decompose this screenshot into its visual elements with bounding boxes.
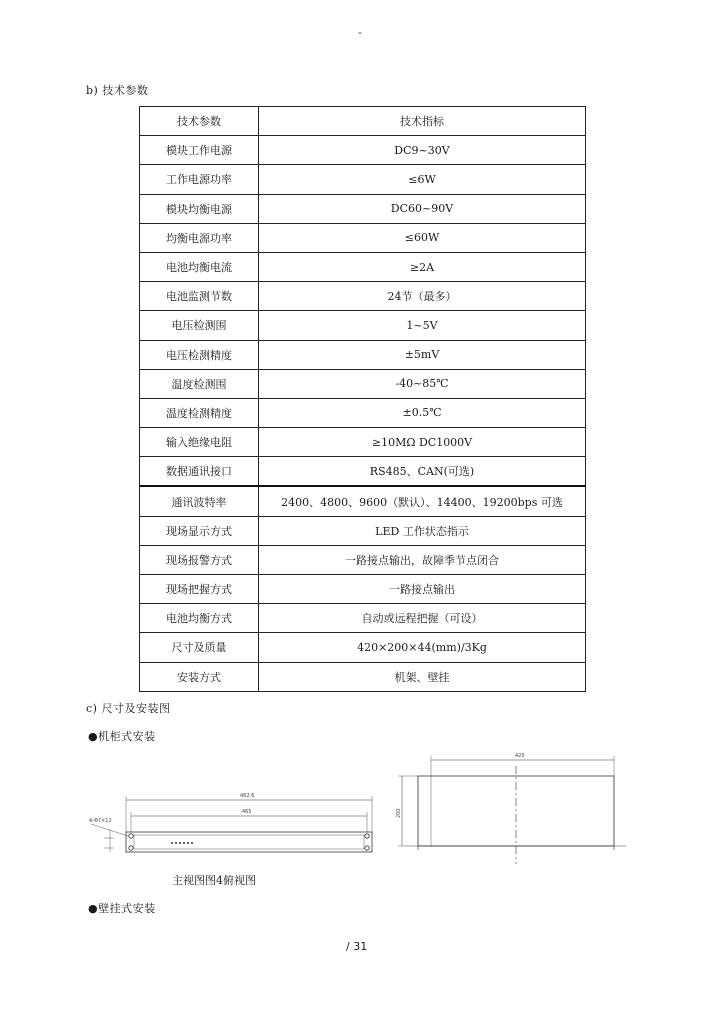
param-name-cell: 温度检测围 <box>140 369 259 398</box>
dim-height-label: 200 <box>396 808 402 818</box>
param-name-cell: 电池均衡方式 <box>140 604 259 633</box>
param-value-cell: ±5mV <box>259 340 586 369</box>
page-number: / 31 <box>346 940 368 953</box>
param-name-cell: 均衡电源功率 <box>140 223 259 252</box>
param-name-cell: 模块工作电源 <box>140 136 259 165</box>
header-cell-name: 技术参数 <box>140 107 259 136</box>
param-value-cell: ≤6W <box>259 165 586 194</box>
param-value-cell: -40~85℃ <box>259 369 586 398</box>
mount-hole-bl <box>129 846 133 850</box>
param-name-cell: 通讯波特率 <box>140 486 259 516</box>
front-panel-inner <box>134 835 364 849</box>
param-value-cell: ≥2A <box>259 252 586 281</box>
header-mark: - <box>358 26 362 39</box>
param-value-cell: 一路接点输出 <box>259 575 586 604</box>
param-name-cell: 现场显示方式 <box>140 516 259 545</box>
mount-hole-tr <box>365 834 369 838</box>
wall-install-heading: ●壁挂式安装 <box>88 902 156 915</box>
param-name-cell: 安装方式 <box>140 662 259 691</box>
param-value-cell: ≤60W <box>259 223 586 252</box>
param-name-cell: 输入绝缘电阻 <box>140 428 259 457</box>
param-value-cell: RS485、CAN(可选) <box>259 457 586 487</box>
dim-overall-label: 482.6 <box>240 793 255 799</box>
param-name-cell: 电池均衡电流 <box>140 252 259 281</box>
section-b-heading: b) 技术参数 <box>86 84 149 97</box>
dim-hole-label: 4-Φ7×12 <box>89 818 112 824</box>
param-name-cell: 尺寸及质量 <box>140 633 259 662</box>
hole-leader-line <box>91 824 128 836</box>
param-name-cell: 现场报警方式 <box>140 545 259 574</box>
mount-hole-br <box>365 846 369 850</box>
param-name-cell: 电压检测精度 <box>140 340 259 369</box>
param-value-cell: 420×200×44(mm)/3Kg <box>259 633 586 662</box>
param-value-cell: DC60~90V <box>259 194 586 223</box>
param-value-cell: 1~5V <box>259 311 586 340</box>
param-name-cell: 数据通讯接口 <box>140 457 259 487</box>
param-value-cell: DC9~30V <box>259 136 586 165</box>
param-value-cell: LED 工作状态指示 <box>259 516 586 545</box>
top-view-drawing <box>398 756 626 864</box>
param-name-cell: 现场把握方式 <box>140 575 259 604</box>
figure-caption: 主视图图4俯视图 <box>172 874 256 887</box>
param-value-cell: 2400、4800、9600（默认）、14400、19200bps 可选 <box>259 486 586 516</box>
param-value-cell: ±0.5℃ <box>259 398 586 427</box>
param-value-cell: 24节（最多） <box>259 282 586 311</box>
param-name-cell: 电池监测节数 <box>140 282 259 311</box>
param-name-cell: 电压检测围 <box>140 311 259 340</box>
param-value-cell: 自动或远程把握（可设） <box>259 604 586 633</box>
param-value-cell: 一路接点输出，故障季节点闭合 <box>259 545 586 574</box>
section-c-heading: c) 尺寸及安装图 <box>86 702 171 715</box>
led-indicators <box>171 842 193 844</box>
param-value-cell: 机架、壁挂 <box>259 662 586 691</box>
dim-mount-label: 465 <box>242 809 252 815</box>
param-name-cell: 温度检测精度 <box>140 398 259 427</box>
header-cell-value: 技术指标 <box>259 107 586 136</box>
rack-install-heading: ●机柜式安装 <box>88 730 156 743</box>
param-name-cell: 工作电源功率 <box>140 165 259 194</box>
mount-hole-tl <box>129 834 133 838</box>
param-name-cell: 模块均衡电源 <box>140 194 259 223</box>
front-view-drawing <box>91 796 372 852</box>
param-value-cell: ≥10MΩ DC1000V <box>259 428 586 457</box>
dim-depth-label: 420 <box>515 753 525 759</box>
